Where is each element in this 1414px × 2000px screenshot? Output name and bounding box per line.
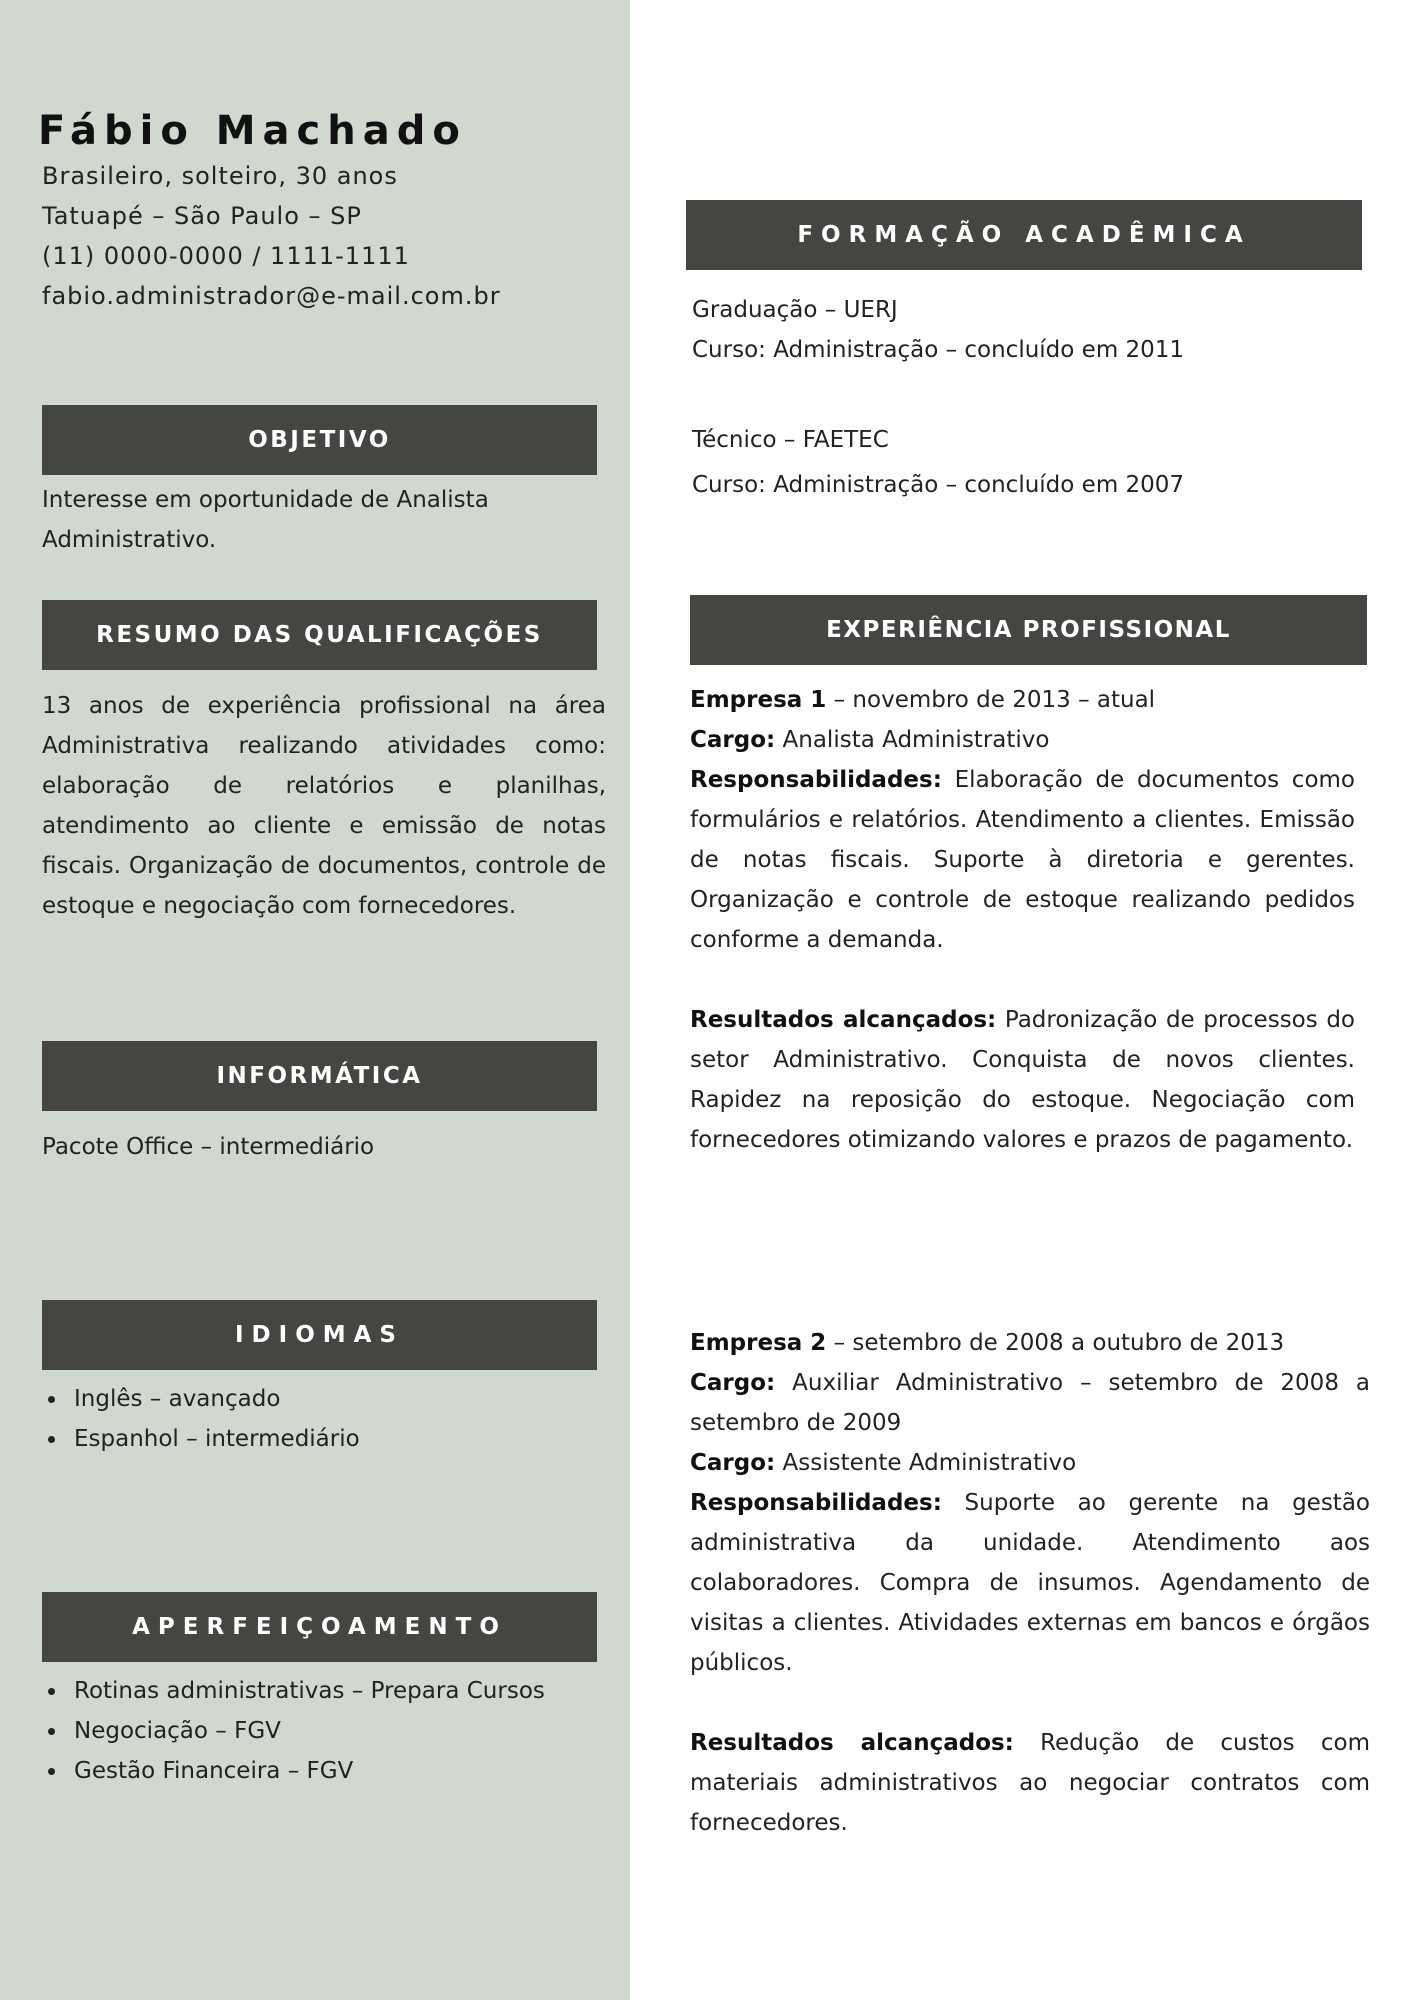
contact-personal: Brasileiro, solteiro, 30 anos xyxy=(42,162,398,190)
list-item: Gestão Financeira – FGV xyxy=(42,1751,545,1791)
section-title-experiencia: EXPERIÊNCIA PROFISSIONAL xyxy=(690,595,1367,665)
formacao-entry-1 xyxy=(692,290,1372,370)
results-text: Redução de custos com materiais administrativos ao negociar contratos com fornecedores. xyxy=(690,1730,1370,1836)
section-title-idiomas: IDIOMAS xyxy=(42,1300,597,1370)
responsibilities-text: Suporte ao gerente na gestão administrativa da unidade. Atendimento aos colaboradores. Compra de insumos. Agendamento de visitas a clientes. Atividades externas em bancos e órgãos públicos. xyxy=(690,1490,1370,1676)
contact-info xyxy=(42,156,602,316)
job-period: – novembro de 2013 – atual xyxy=(826,687,1156,713)
formacao-degree: Técnico – FAETEC xyxy=(692,427,889,453)
informatica-text: Pacote Office – intermediário xyxy=(42,1134,375,1160)
job-company: Empresa 2 xyxy=(690,1330,827,1356)
contact-phone: (11) 0000-0000 / 1111-1111 xyxy=(42,242,410,270)
idiomas-list xyxy=(42,1379,360,1459)
formacao-degree: Graduação – UERJ xyxy=(692,297,898,323)
list-item: Rotinas administrativas – Prepara Cursos xyxy=(42,1671,545,1711)
responsibilities-text: Elaboração de documentos como formulários e relatórios. Atendimento a clientes. Emissão de notas fiscais. Suporte à diretoria e gerentes. Organização e controle de estoque realizando pedidos conforme a demanda. xyxy=(690,767,1355,953)
role-label: Cargo: xyxy=(690,727,776,753)
section-title-aperfeicoamento: APERFEIÇOAMENTO xyxy=(42,1592,597,1662)
responsibilities-label: Responsabilidades: xyxy=(690,767,942,793)
section-title-resumo: RESUMO DAS QUALIFICAÇÕES xyxy=(42,600,597,670)
results-label: Resultados alcançados: xyxy=(690,1730,1014,1756)
role-label: Cargo: xyxy=(690,1450,776,1476)
job-1-header xyxy=(690,680,1355,720)
job-1-role xyxy=(690,720,1355,760)
results-text: Padronização de processos do setor Administrativo. Conquista de novos clientes. Rapidez na reposição do estoque. Negociação com fornecedores otimizando valores e prazos de pagamento. xyxy=(690,1007,1355,1153)
role-label: Cargo: xyxy=(690,1370,776,1396)
list-item: Inglês – avançado xyxy=(42,1379,360,1419)
job-2-header xyxy=(690,1323,1370,1363)
formacao-course: Curso: Administração – concluído em 2007 xyxy=(692,472,1185,498)
formacao-course: Curso: Administração – concluído em 2011 xyxy=(692,337,1185,363)
section-title-formacao: FORMAÇÃO ACADÊMICA xyxy=(686,200,1362,270)
job-2-role-2 xyxy=(690,1443,1370,1483)
role-text: Analista Administrativo xyxy=(775,727,1050,753)
job-2 xyxy=(690,1323,1370,1843)
list-item: Espanhol – intermediário xyxy=(42,1419,360,1459)
resumo-text: 13 anos de experiência profissional na área Administrativa realizando atividades como: elaboração de relatórios e planilhas, atendimento ao cliente e emissão de notas fiscais. Organização de documentos, controle de estoque e negociação com fornecedores. xyxy=(42,693,606,919)
role-text: Auxiliar Administrativo – setembro de 2008 a setembro de 2009 xyxy=(690,1370,1370,1436)
results-label: Resultados alcançados: xyxy=(690,1007,997,1033)
job-company: Empresa 1 xyxy=(690,687,827,713)
contact-email: fabio.administrador@e-mail.com.br xyxy=(42,282,501,310)
job-2-role-1 xyxy=(690,1363,1370,1443)
job-period: – setembro de 2008 a outubro de 2013 xyxy=(826,1330,1285,1356)
responsibilities-label: Responsabilidades: xyxy=(690,1490,942,1516)
role-text: Assistente Administrativo xyxy=(775,1450,1077,1476)
list-item: Negociação – FGV xyxy=(42,1711,545,1751)
job-1 xyxy=(690,680,1355,1160)
contact-address: Tatuapé – São Paulo – SP xyxy=(42,202,362,230)
objetivo-text: Interesse em oportunidade de Analista Administrativo. xyxy=(42,487,489,553)
job-1-responsibilities xyxy=(690,760,1355,960)
aperfeicoamento-list xyxy=(42,1671,545,1791)
job-1-results xyxy=(690,1000,1355,1160)
candidate-name: Fábio Machado xyxy=(38,108,467,154)
section-title-objetivo: OBJETIVO xyxy=(42,405,597,475)
section-title-informatica: INFORMÁTICA xyxy=(42,1041,597,1111)
job-2-results xyxy=(690,1723,1370,1843)
job-2-responsibilities xyxy=(690,1483,1370,1683)
formacao-entry-2 xyxy=(692,418,1372,508)
